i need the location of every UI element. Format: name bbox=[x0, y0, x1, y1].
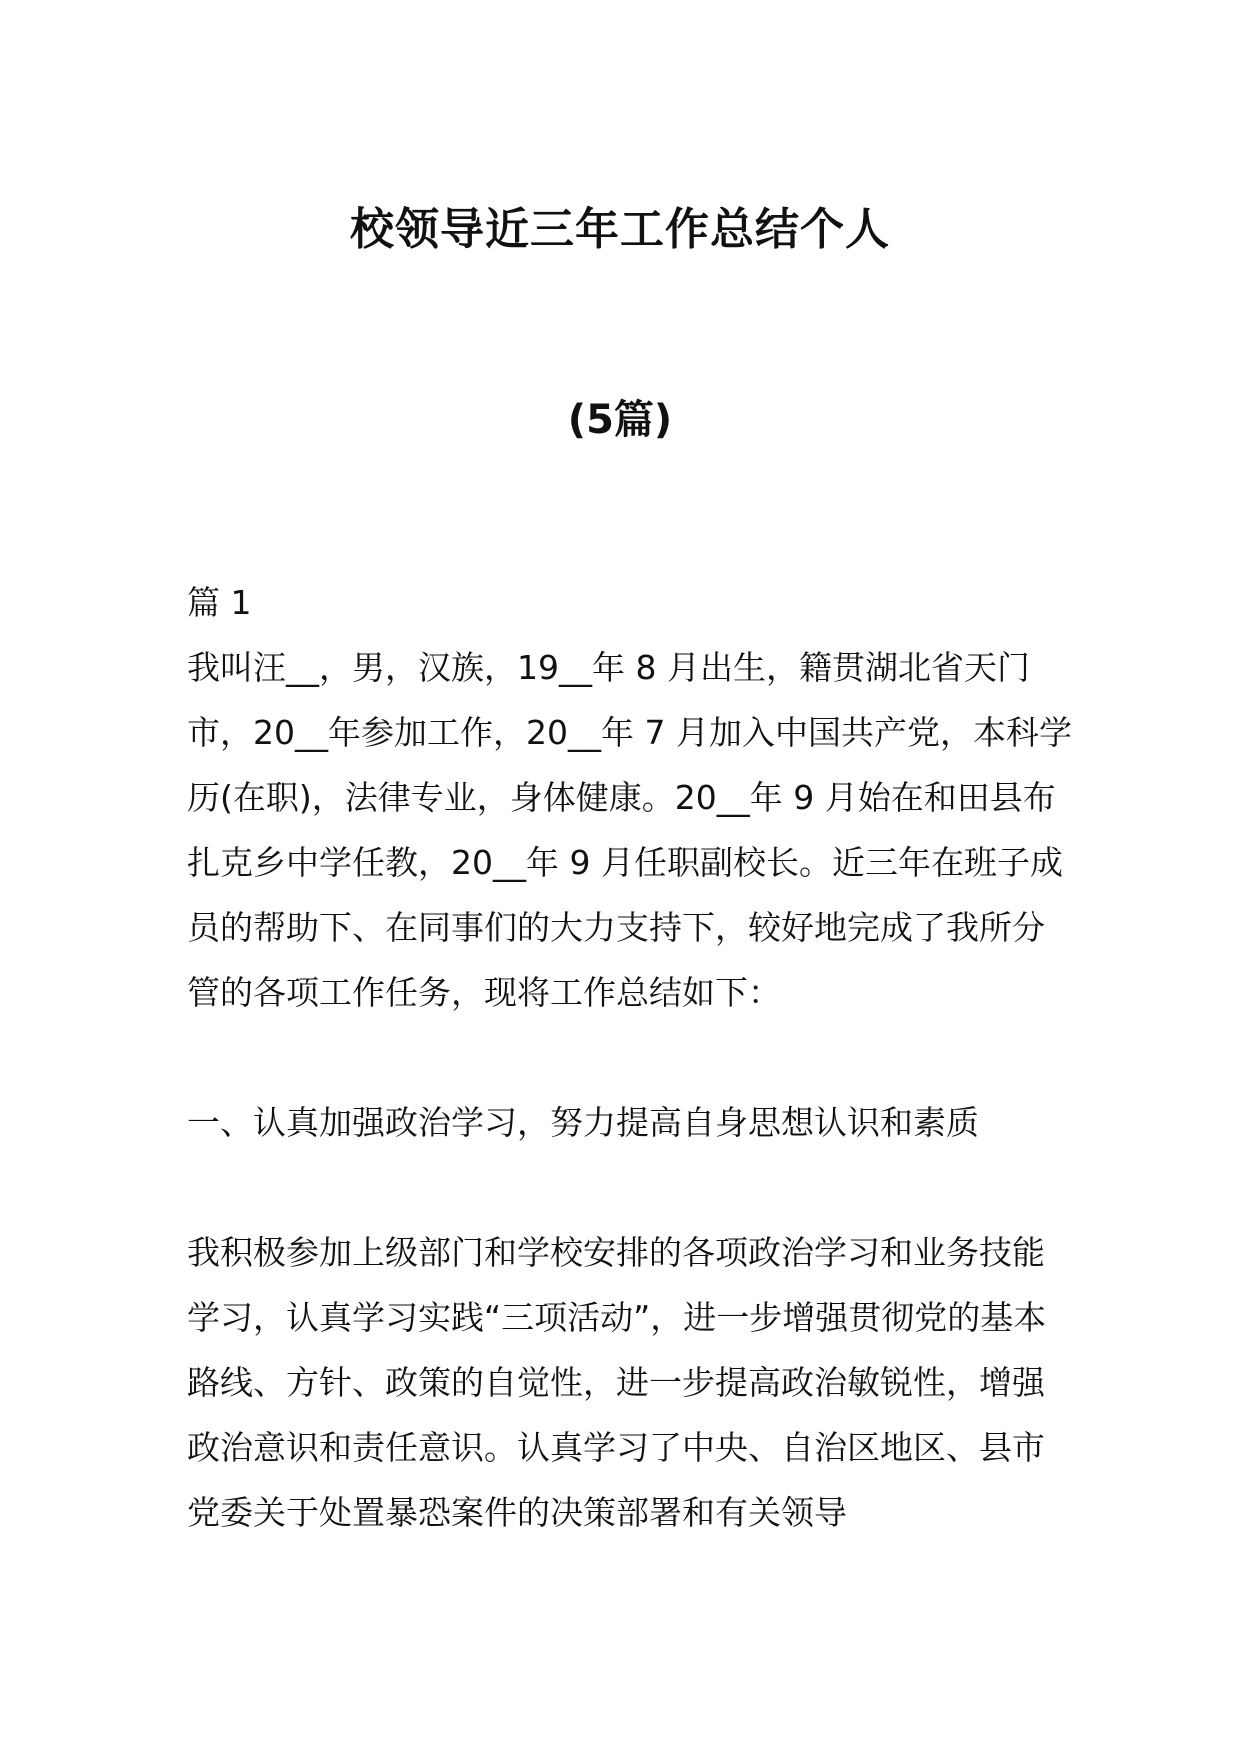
section-label: 篇 1 bbox=[187, 583, 252, 622]
section-heading-1: 一、认真加强政治学习，努力提高自身思想认识和素质 bbox=[187, 1103, 979, 1142]
document-subtitle: (5篇) bbox=[567, 397, 673, 443]
document-title: 校领导近三年工作总结个人 bbox=[350, 204, 890, 255]
paragraph-political-study: 我积极参加上级部门和学校安排的各项政治学习和业务技能学习，认真学习实践“三项活动”，进一步增强贯彻党的基本路线、方针、政策的自觉性，进一步提高政治敏锐性，增强政治意识和责任意识。认真学习了中央、自治区地区、县市党委关于处置暴恐案件的决策部署和有关领导 bbox=[187, 1233, 1047, 1532]
paragraph-intro: 我叫汪__，男，汉族，19__年 8 月出生，籍贯湖北省天门市，20__年参加工作，20__年 7 月加入中国共产党，本科学历(在职)，法律专业，身体健康。20__年 9 月始在和田县布扎克乡中学任教，20__年 9 月任职副校长。近三年在班子成员的帮助下、在同事们的大力支持下，较好地完成了我所分管的各项工作任务，现将工作总结如下： bbox=[187, 648, 1072, 1012]
